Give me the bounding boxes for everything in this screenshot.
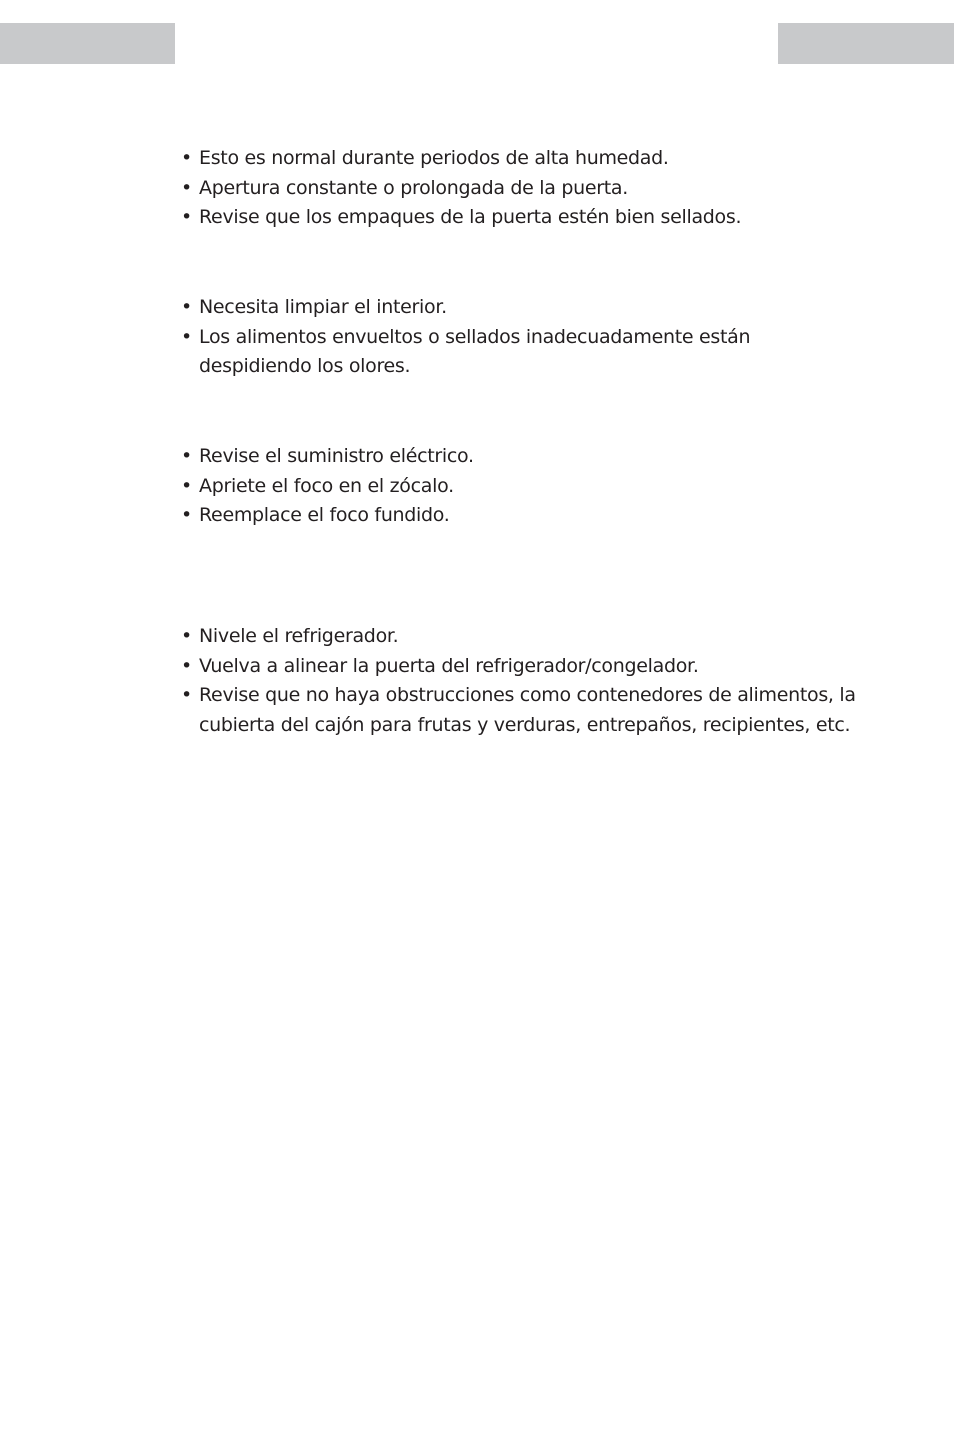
list-item bbox=[181, 144, 861, 174]
item-text-line: Vuelva a alinear la puerta del refrigerador/congelador. bbox=[199, 654, 699, 677]
item-text-line: Revise que los empaques de la puerta estén bien sellados. bbox=[199, 206, 742, 228]
bullet-icon: • bbox=[181, 625, 192, 647]
troubleshooting-section-4 bbox=[181, 622, 861, 740]
bullet-icon: • bbox=[181, 504, 192, 526]
troubleshooting-section-1 bbox=[181, 144, 861, 233]
list-item bbox=[181, 293, 861, 323]
list-item bbox=[181, 174, 861, 204]
bullet-icon: • bbox=[181, 474, 192, 497]
item-text-line: Los alimentos envueltos o sellados inadecuadamente están bbox=[199, 325, 751, 348]
list-item bbox=[181, 323, 861, 382]
item-text-line: despidiendo los olores. bbox=[199, 355, 411, 377]
item-text-line: Apertura constante o prolongada de la puerta. bbox=[199, 176, 628, 199]
list-item bbox=[181, 442, 861, 472]
bullet-icon: • bbox=[181, 684, 192, 706]
list-item bbox=[181, 501, 861, 531]
item-text-line: Revise el suministro eléctrico. bbox=[199, 445, 474, 467]
bullet-icon: • bbox=[181, 206, 192, 228]
item-text-line: Apriete el foco en el zócalo. bbox=[199, 474, 454, 497]
bullet-icon: • bbox=[181, 147, 192, 169]
list-item bbox=[181, 652, 861, 682]
bullet-icon: • bbox=[181, 176, 192, 199]
bullet-icon: • bbox=[181, 325, 192, 348]
header-tab-right bbox=[778, 23, 954, 64]
bullet-icon: • bbox=[181, 445, 192, 467]
list-item bbox=[181, 681, 861, 740]
item-text-line: Reemplace el foco fundido. bbox=[199, 504, 450, 526]
troubleshooting-section-3 bbox=[181, 442, 861, 531]
list-item bbox=[181, 472, 861, 502]
bullet-icon: • bbox=[181, 296, 192, 318]
list-item bbox=[181, 203, 861, 233]
header-tab-left bbox=[0, 23, 175, 64]
troubleshooting-section-2 bbox=[181, 293, 861, 382]
item-text-line: Esto es normal durante periodos de alta humedad. bbox=[199, 147, 669, 169]
item-text-line: Nivele el refrigerador. bbox=[199, 625, 399, 647]
item-text-line: Necesita limpiar el interior. bbox=[199, 296, 447, 318]
bullet-icon: • bbox=[181, 654, 192, 677]
list-item bbox=[181, 622, 861, 652]
item-text-line: Revise que no haya obstrucciones como contenedores de alimentos, la bbox=[199, 684, 856, 706]
item-text-line: cubierta del cajón para frutas y verduras, entrepaños, recipientes, etc. bbox=[199, 713, 851, 736]
